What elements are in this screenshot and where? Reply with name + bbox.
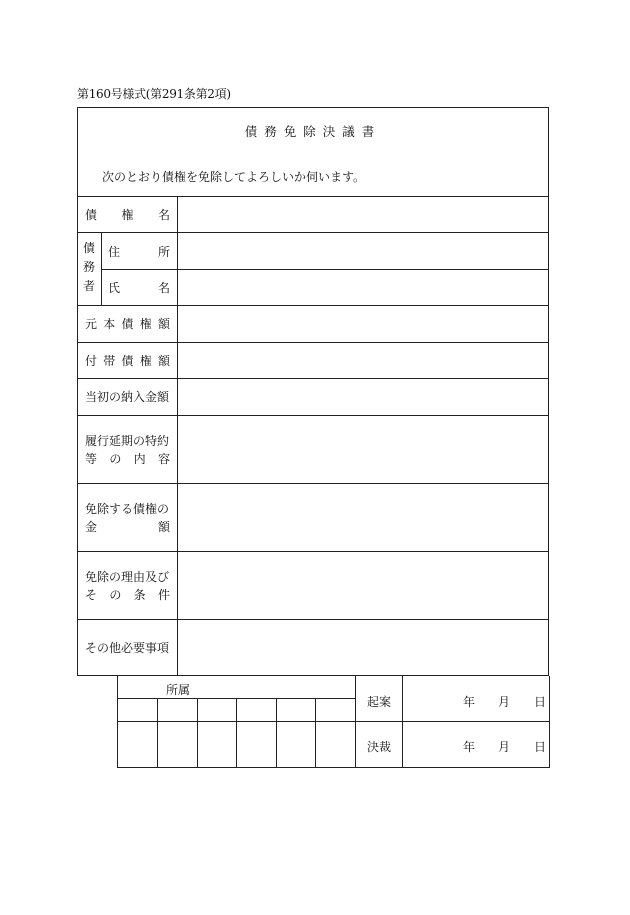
approval-block [117,676,550,768]
label-exempt-amount-line1: 免除する債権の [85,502,170,516]
decision-month: 月 [498,740,511,754]
decision-day: 日 [534,740,547,754]
decision-date-field[interactable] [403,722,550,767]
field-extension[interactable] [178,416,549,483]
draft-month: 月 [498,695,511,709]
label-other: その他必要事項 [85,641,170,655]
label-extension-line2: 等 の 内 容 [85,452,170,466]
label-debtor: 債 務 者 [82,241,95,293]
field-other[interactable] [178,620,549,676]
field-principal-amount[interactable] [178,306,549,342]
label-principal-amount: 元 本 債 権 額 [85,317,170,331]
label-initial-payment: 当初の納入金額 [85,390,170,404]
department-label: 所属 [166,683,191,697]
field-reason[interactable] [178,552,549,619]
draft-label: 起案 [367,695,392,709]
field-exempt-amount[interactable] [178,484,549,551]
form-title: 債務免除決議書 [244,124,382,139]
decision-label: 決裁 [367,740,392,754]
field-initial-payment[interactable] [178,379,549,415]
label-extension-line1: 履行延期の特約 [85,434,170,448]
debt-exemption-form [77,107,549,676]
decision-year: 年 [463,740,476,754]
label-claim-name: 債 権 名 [85,208,170,222]
form-number: 第160号様式(第291条第2項) [77,87,231,101]
field-claim-name[interactable] [178,197,549,232]
draft-day: 日 [534,695,547,709]
label-incidental-amount: 付 帯 債 権 額 [85,354,170,368]
field-name[interactable] [178,270,549,305]
label-reason-line2: そ の 条 件 [85,588,170,602]
intro-text: 次のとおり債権を免除してよろしいか伺います。 [102,170,366,184]
label-name: 氏 名 [108,281,170,295]
label-address: 住 所 [108,245,170,259]
draft-date-field[interactable] [403,676,550,721]
label-exempt-amount-line2: 金 額 [85,520,170,534]
label-reason-line1: 免除の理由及び [85,570,170,584]
field-address[interactable] [178,233,549,269]
field-incidental-amount[interactable] [178,343,549,378]
draft-year: 年 [463,695,476,709]
